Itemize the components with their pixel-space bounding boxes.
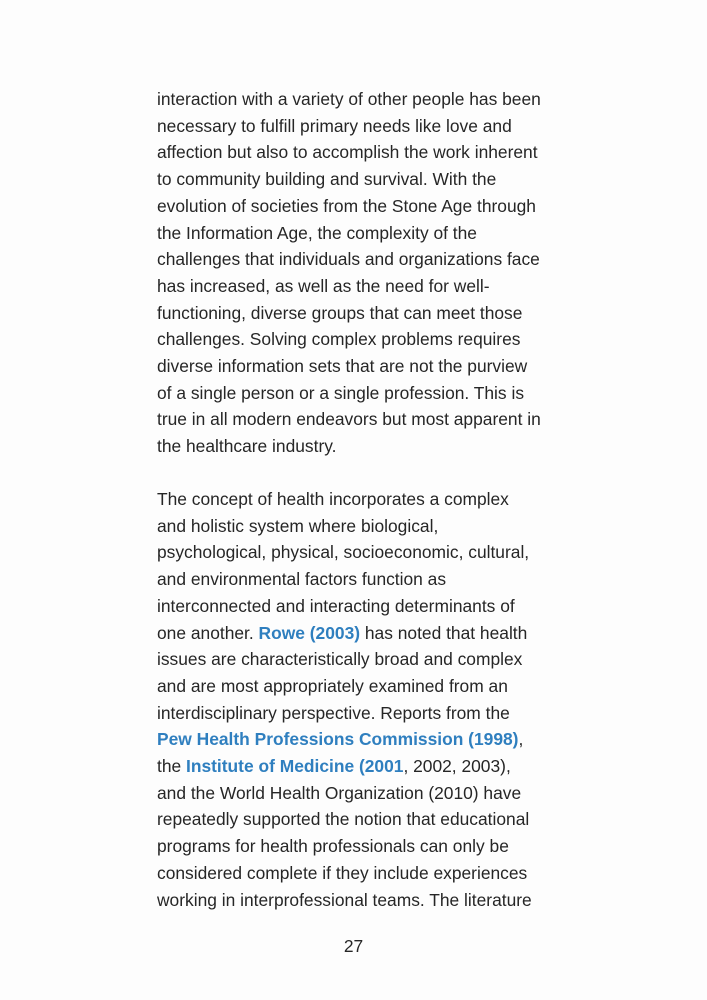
page-number: 27 <box>343 936 364 956</box>
text-line: has increased, as well as the need for well- <box>157 275 490 296</box>
text-line: diverse information sets that are not the purview <box>157 356 528 377</box>
text-line: interaction with a variety of other people has been <box>157 89 541 109</box>
text-line: psychological, physical, socioeconomic, cultural, <box>157 542 530 563</box>
citation-link-institute-of-medicine-2001[interactable]: Institute of Medicine (2001 <box>186 756 404 777</box>
text-line: considered complete if they include experiences <box>157 862 528 883</box>
text-line <box>157 753 557 780</box>
text-line: necessary to fulfill primary needs like love and <box>157 115 512 136</box>
text-segment: the <box>157 756 187 777</box>
text-line: affection but also to accomplish the work inherent <box>157 142 538 163</box>
text-line: and the World Health Organization (2010) have <box>157 782 522 803</box>
text-line: evolution of societies from the Stone Age through <box>157 195 536 216</box>
text-line: challenges. Solving complex problems requires <box>157 329 521 350</box>
text-line: to community building and survival. With the <box>157 169 497 190</box>
text-line <box>157 620 557 647</box>
text-line: true in all modern endeavors but most apparent in <box>157 409 541 430</box>
text-segment: , <box>518 729 524 750</box>
text-segment: has noted that health <box>360 622 528 643</box>
citation-link-rowe-2003[interactable]: Rowe (2003) <box>258 622 361 643</box>
text-line: the healthcare industry. <box>157 436 337 457</box>
text-line: repeatedly supported the notion that educational <box>157 809 530 830</box>
text-line: programs for health professionals can only be <box>157 836 509 857</box>
text-segment: one another. <box>157 622 259 643</box>
text-line: and environmental factors function as <box>157 569 447 590</box>
text-line: and are most appropriately examined from an <box>157 675 508 696</box>
paragraph-1 <box>157 86 557 460</box>
text-segment: , 2002, 2003), <box>403 756 511 777</box>
text-line <box>157 726 557 753</box>
text-line: interdisciplinary perspective. Reports from the <box>157 702 510 723</box>
text-line: challenges that individuals and organizations face <box>157 249 540 270</box>
text-line: the Information Age, the complexity of the <box>157 222 477 243</box>
text-line: working in interprofessional teams. The literature <box>157 889 532 910</box>
text-line: The concept of health incorporates a complex <box>157 489 509 509</box>
text-line: functioning, diverse groups that can meet those <box>157 302 523 323</box>
text-line: issues are characteristically broad and complex <box>157 649 523 670</box>
text-line: interconnected and interacting determinants of <box>157 595 515 616</box>
text-line: of a single person or a single profession. This is <box>157 382 525 403</box>
text-line: and holistic system where biological, <box>157 515 439 536</box>
citation-link-pew-commission-1998[interactable]: Pew Health Professions Commission (1998) <box>157 729 519 750</box>
paragraph-2 <box>157 486 557 913</box>
